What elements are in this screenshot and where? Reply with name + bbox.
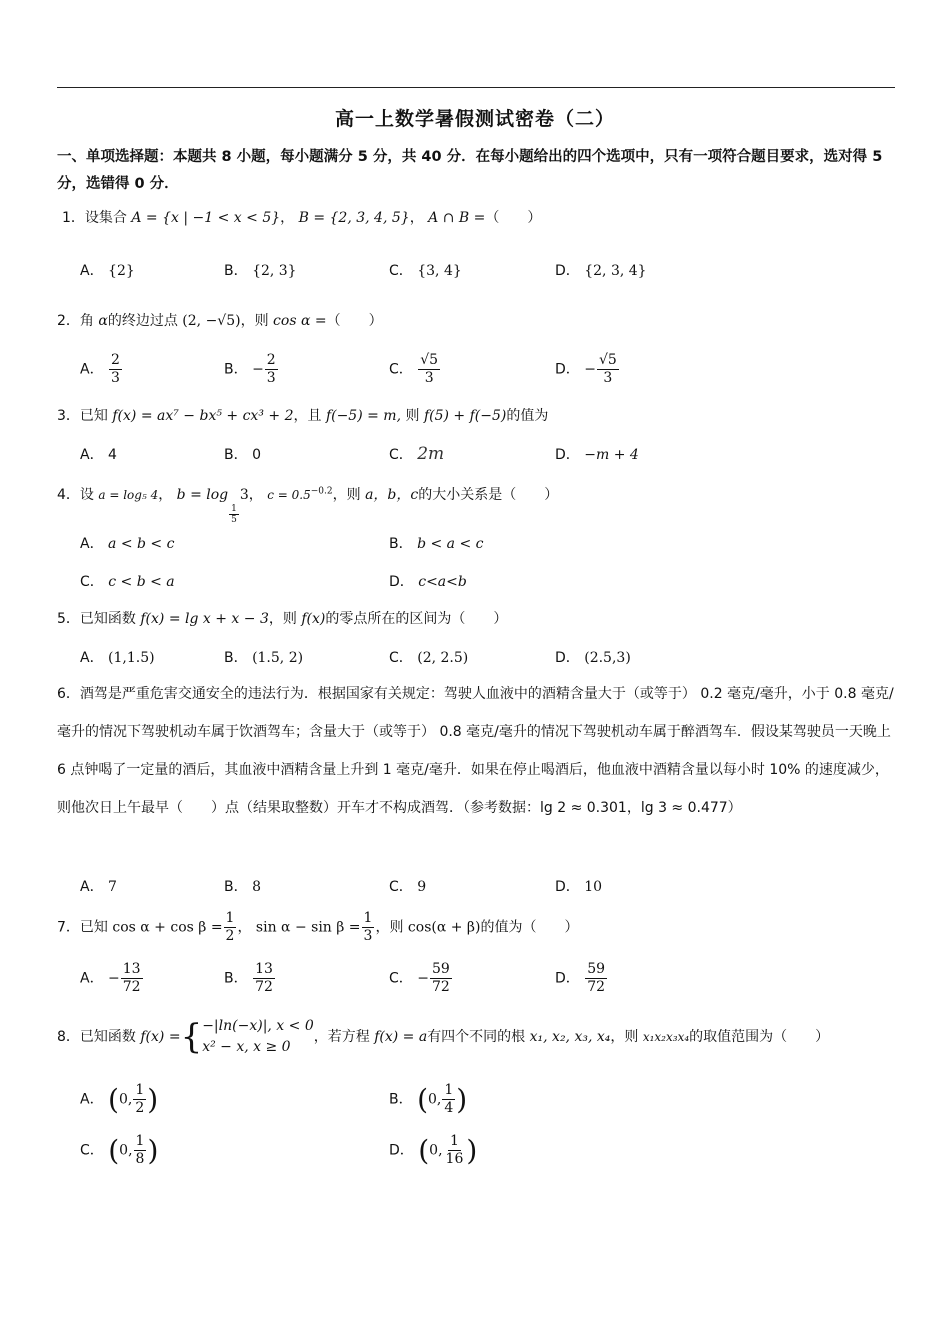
q2-option-b[interactable]: B． − $\frac{2}{3}$ [224, 352, 276, 386]
question-7: 7．已知 cos α + cos β = $\frac{1}{2}$ ， sin α − sin β = $\frac{1}{3}$ ，则 cos(α + β)的值为（ ） [57, 910, 579, 944]
question-4: 4．设 a = log₅ 4， b = log $\frac{1}{5}$ 3， $c = 0.5^{-0.2}$，则 a，b，c的大小关系是（ ） [57, 486, 559, 525]
q8-option-a[interactable]: A． (0, $\frac{1}{2}$ ) [80, 1082, 159, 1116]
question-number: 8． [57, 1029, 80, 1045]
q1-option-b[interactable]: B． {2, 3} [224, 263, 297, 279]
q6-option-b[interactable]: B． 8 [224, 879, 261, 895]
q5-option-b[interactable]: B． (1.5, 2) [224, 650, 304, 666]
header-rule [57, 87, 895, 88]
q4-option-a[interactable]: A． a < b < c [80, 536, 175, 552]
q8-option-b[interactable]: B． (0, $\frac{1}{4}$ ) [389, 1082, 468, 1116]
question-number: 4． [57, 487, 80, 503]
question-number: 2． [57, 313, 80, 329]
q3-option-c[interactable]: C． 2m [389, 444, 445, 464]
question-number: 6． [57, 686, 80, 702]
q7-option-d[interactable]: D． $\frac{59}{72}$ [555, 961, 606, 995]
question-2: 2．角 α的终边过点 (2, −√5)，则 cos α =（ ） [57, 313, 383, 329]
q7-option-c[interactable]: C． − $\frac{59}{72}$ [389, 961, 450, 995]
question-number: 5． [57, 611, 80, 627]
q5-option-a[interactable]: A． (1,1.5) [80, 650, 155, 666]
q7-option-b[interactable]: B． $\frac{13}{72}$ [224, 961, 273, 995]
q6-option-a[interactable]: A． 7 [80, 879, 117, 895]
q8-option-c[interactable]: C． (0, $\frac{1}{8}$ ) [80, 1133, 159, 1167]
q2-option-d[interactable]: D． − $\frac{√5}{3}$ [555, 352, 617, 386]
q3-option-b[interactable]: B． 0 [224, 447, 261, 463]
q3-option-a[interactable]: A． 4 [80, 447, 117, 463]
question-3: 3．已知 f(x) = ax⁷ − bx⁵ + cx³ + 2，且 f(−5) = m, 则 f(5) + f(−5)的值为 [57, 408, 549, 424]
q1-option-c[interactable]: C． {3, 4} [389, 263, 462, 279]
section-instructions: 一、单项选择题：本题共 8 小题，每小题满分 5 分，共 40 分．在每小题给出的四个选项中，只有一项符合题目要求，选对得 5 分，选错得 0 分． [57, 149, 883, 192]
q6-option-c[interactable]: C． 9 [389, 879, 427, 895]
question-1: 1．设集合 A = {x | −1 < x < 5}， B = {2, 3, 4, 5}， A ∩ B =（ ） [62, 210, 542, 226]
q8-option-d[interactable]: D． (0, $\frac{1}{16}$ ) [389, 1133, 478, 1167]
q1-option-d[interactable]: D． {2, 3, 4} [555, 263, 647, 279]
q3-option-d[interactable]: D． −m + 4 [555, 447, 639, 463]
question-number: 7． [57, 919, 80, 936]
q5-option-c[interactable]: C． (2, 2.5) [389, 650, 469, 666]
q4-option-b[interactable]: B． b < a < c [389, 536, 484, 552]
question-number: 3． [57, 408, 80, 424]
q4-option-d[interactable]: D． c<a<b [389, 574, 467, 590]
q6-option-d[interactable]: D． 10 [555, 879, 603, 895]
q2-option-c[interactable]: C． $\frac{√5}{3}$ [389, 352, 439, 386]
q5-option-d[interactable]: D． (2.5,3) [555, 650, 631, 666]
question-number: 1． [62, 210, 85, 226]
page-title: 高一上数学暑假测试密卷（二） [334, 108, 615, 130]
q4-option-c[interactable]: C． c < b < a [80, 574, 175, 590]
question-5: 5．已知函数 f(x) = lg x + x − 3，则 f(x)的零点所在的区间为（ ） [57, 611, 508, 627]
question-6: 6．酒驾是严重危害交通安全的违法行为．根据国家有关规定：驾驶人血液中的酒精含量大于（或等于） 0.2 毫克/毫升，小于 0.8 毫克/毫升的情况下驾驶机动车属于饮酒驾车；含量大于（或等于） 0.8 毫克/毫升的情况下驾驶机动车属于醉酒驾车．假设某驾驶员一天晚上 6 点钟喝了一定量的酒后，其血液中酒精含量上升到 1 毫克/毫升．如果在停止喝酒后，他血液中酒精含量以每小时 10% 的速度减少，则他次日上午最早（ ）点（结果取整数）开车才不构成酒驾．（参考数据：lg 2 ≈ 0.301，lg 3 ≈ 0.477） [57, 686, 894, 816]
q7-option-a[interactable]: A． − $\frac{13}{72}$ [80, 961, 141, 995]
q2-option-a[interactable]: A． $\frac{2}{3}$ [80, 352, 120, 386]
question-8: 8．已知函数 f(x) ={ −|ln(−x)|, x < 0 x² − x, x ≥ 0 ，若方程 f(x) = a有四个不同的根 x₁, x₂, x₃, x₄，则 x₁x₂x₃x₄的取值范围为（ ） [57, 1017, 830, 1057]
q1-option-a[interactable]: A． {2} [80, 263, 135, 279]
